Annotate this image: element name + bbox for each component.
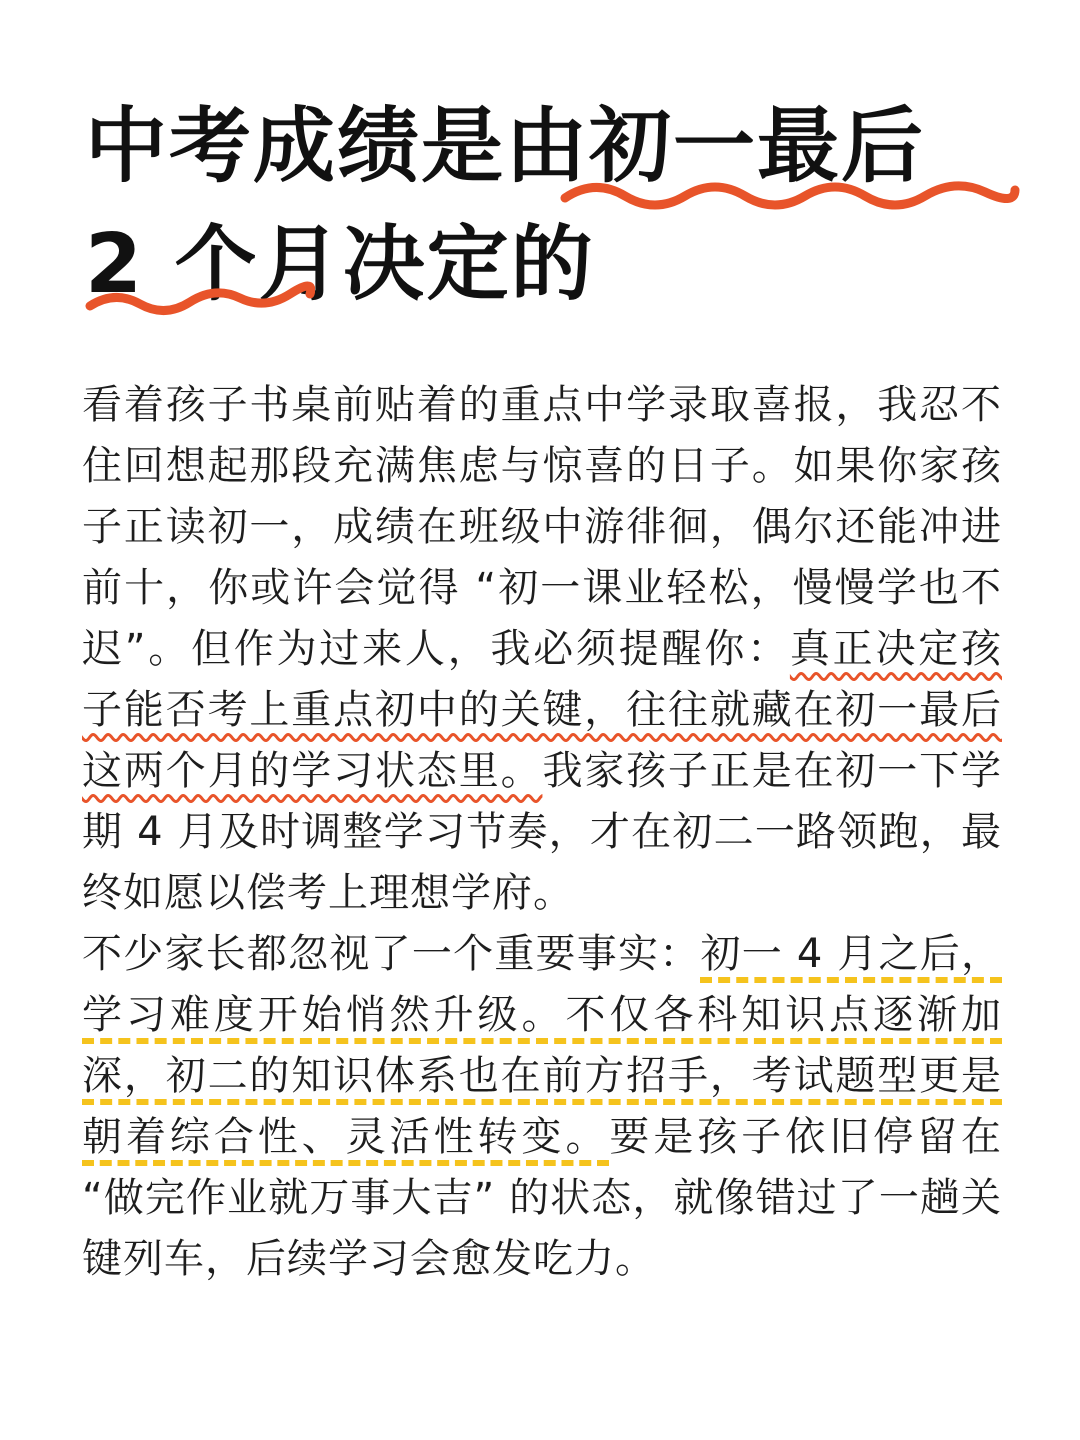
paragraph-1-text-b: 我家孩子正是在初一下学期 4 月及时调整学习节奏，才在初二一路领跑，最终如愿以偿考上理想学府。	[82, 748, 1003, 916]
paragraph-2-highlight: 初一 4 月之后，学习难度开始悄然升级。不仅各科知识点逐渐加深，初二的知识体系也在前方招手，考试题型更是朝着综合性、灵活性转变。	[82, 931, 1002, 1160]
paragraph-2-text-a: 不少家长都忽视了一个重要事实：	[82, 931, 701, 977]
paragraph-2-text-b: 要是孩子依旧停留在 “做完作业就万事大吉” 的状态，就像错过了一趟关键列车，后续学习会愈发吃力。	[82, 1114, 1003, 1282]
paragraph-1	[82, 375, 1002, 924]
paragraph-1-text-a: 看着孩子书桌前贴着的重点中学录取喜报，我忍不住回想起那段充满焦虑与惊喜的日子。如果你家孩子正读初一，成绩在班级中游徘徊，偶尔还能冲进前十，你或许会觉得 “初一课业轻松，慢慢学也不迟”。但作为过来人，我必须提醒你：	[82, 382, 1002, 672]
title-line-2: 2 个月决定的	[85, 217, 595, 312]
title-line-1: 中考成绩是由初一最后	[85, 99, 926, 194]
paragraph-2	[82, 924, 1002, 1290]
paragraph-1-highlight: 真正决定孩子能否考上重点初中的关键，往往就藏在初一最后这两个月的学习状态里。	[82, 626, 1002, 794]
article-body	[82, 375, 1002, 1290]
page-title	[85, 88, 1005, 324]
